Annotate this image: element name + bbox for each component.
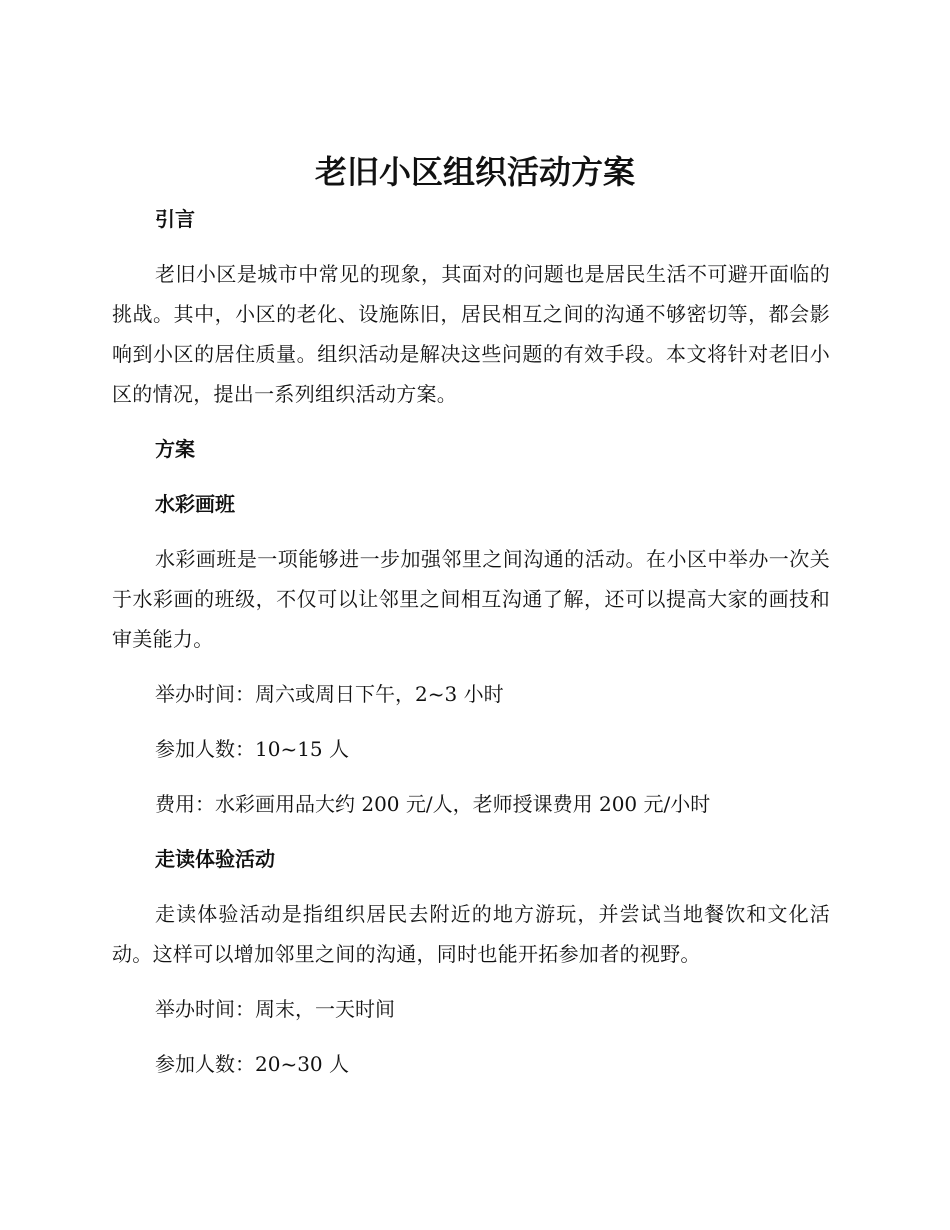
subsection-heading-walk: 走读体验活动 (155, 847, 275, 871)
section-heading-intro: 引言 (155, 207, 195, 231)
section-heading-plan: 方案 (155, 437, 195, 461)
subsection-heading-watercolor: 水彩画班 (155, 492, 235, 516)
intro-paragraph: 老旧小区是城市中常见的现象，其面对的问题也是居民生活不可避开面临的挑战。其中，小区的老化、设施陈旧，居民相互之间的沟通不够密切等，都会影响到小区的居住质量。组织活动是解决这些问题的有效手段。本文将针对老旧小区的情况，提出一系列组织活动方案。 (112, 262, 830, 406)
document-title: 老旧小区组织活动方案 (314, 153, 635, 191)
document-body (112, 199, 830, 1099)
walk-people: 参加人数：20~30 人 (155, 1052, 350, 1076)
walk-paragraph: 走读体验活动是指组织居民去附近的地方游玩，并尝试当地餐饮和文化活动。这样可以增加邻里之间的沟通，同时也能开拓参加者的视野。 (112, 902, 830, 966)
watercolor-paragraph: 水彩画班是一项能够进一步加强邻里之间沟通的活动。在小区中举办一次关于水彩画的班级，不仅可以让邻里之间相互沟通了解，还可以提高大家的画技和审美能力。 (112, 547, 830, 651)
watercolor-people: 参加人数：10~15 人 (155, 737, 350, 761)
walk-time: 举办时间：周末，一天时间 (155, 997, 395, 1021)
watercolor-time: 举办时间：周六或周日下午，2~3 小时 (155, 682, 504, 706)
watercolor-cost: 费用：水彩画用品大约 200 元/人，老师授课费用 200 元/小时 (155, 792, 711, 816)
